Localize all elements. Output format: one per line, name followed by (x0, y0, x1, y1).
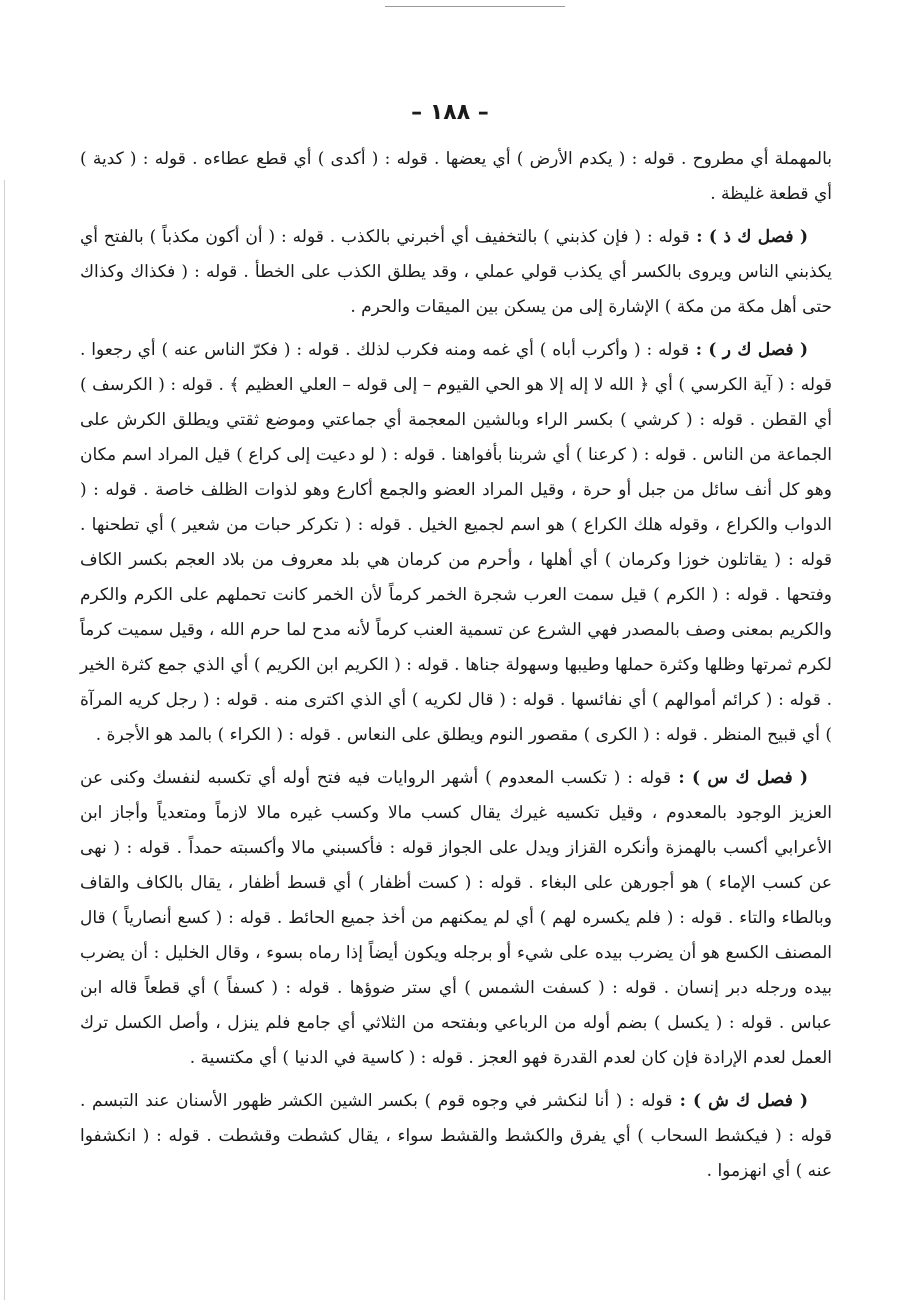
top-rule (385, 6, 565, 7)
paragraph-kaf-dhal (80, 220, 832, 325)
page-number: – ١٨٨ – (411, 100, 489, 125)
section-heading: ( فصل ك ذ ) : (689, 227, 808, 247)
paragraph-text: قوله : ( وأكرب أباه ) أي غمه ومنه فكرب لذلك . قوله : ( فكرّ الناس عنه ) أي رجعوا . قوله : ( آية الكرسي ) أي ﴿ الله لا إله إلا هو الحي القيوم – إلى قوله – العلي العظيم ﴾ . قوله : ( الكرسف ) أي القطن . قوله : ( كرشي ) بكسر الراء وبالشين المعجمة أي جماعتي وموضع ثقتي ويطلق الكرش على الجماعة من الناس . قوله : ( كرعنا ) أي شربنا بأفواهنا . قوله : ( لو دعيت إلى كراع ) قيل المراد اسم مكان وهو كل أنف سائل من جبل أو حرة ، وقيل المراد العضو والجمع أكارع وهو لذوات الظلف خاصة . قوله : ( الدواب والكراع ، وقوله هلك الكراع ) هو اسم لجميع الخيل . قوله : ( تكركر حبات من شعير ) أي تطحنها . قوله : ( يقاتلون خوزا وكرمان ) أي أهلها ، وأحرم من كرمان هي بلد معروف من بلاد العجم بكسر الكاف وفتحها . قوله : ( الكرم ) قيل سمت العرب شجرة الخمر كرماً لأن الخمر كانت تحملهم على الكرم والكرم والكريم بمعنى وصف بالمصدر فهي الشرع عن تسمية العنب كرماً لأنه مدح لما حرم الله ، وقيل سميت كرماً لكرم ثمرتها وظلها وكثرة حملها وطيبها وسهولة جناها . قوله : ( الكريم ابن الكريم ) أي الذي جمع كثرة الخير . قوله : ( كرائم أموالهم ) أي نفائسها . قوله : ( قال لكريه ) أي الذي اكترى منه . قوله : ( رجل كريه المرآة ) أي قبيح المنظر . قوله : ( الكرى ) مقصور النوم ويطلق على النعاس . قوله : ( الكراء ) بالمد هو الأجرة . (80, 340, 832, 745)
paragraph-text: قوله : ( فإن كذبني ) بالتخفيف أي أخبرني بالكذب . قوله : ( أن أكون مكذباً ) بالفتح أي يكذبني الناس ويروى بالكسر أي يكذب قولي عملي ، وقد يطلق الكذب على الخطأ . قوله : ( فكذاك وكذاك حتى أهل مكة من مكة ) الإشارة إلى من يسكن بين الميقات والحرم . (80, 227, 832, 317)
paragraph-kaf-sin (80, 761, 832, 1076)
section-heading: ( فصل ك ش ) : (672, 1091, 808, 1111)
paragraph-text: قوله : ( أنا لنكشر في وجوه قوم ) بكسر الشين الكشر ظهور الأسنان عند التبسم . قوله : ( فيكشط السحاب ) أي يفرق والكشط والقشط سواء ، يقال كشطت وقشطت . قوله : ( انكشفوا عنه ) أي انهزموا . (80, 1091, 832, 1181)
section-heading: ( فصل ك ر ) : (689, 340, 808, 360)
paragraph-kaf-ra (80, 333, 832, 753)
section-heading: ( فصل ك س ) : (671, 768, 808, 788)
body-text (80, 142, 832, 1197)
scan-edge-line (4, 180, 5, 1300)
paragraph-1 (80, 142, 832, 212)
paragraph-text: بالمهملة أي مطروح . قوله : ( يكدم الأرض ) أي يعضها . قوله : ( أكدى ) أي قطع عطاءه . قوله : ( كدية ) أي قطعة غليظة . (80, 149, 832, 204)
paragraph-text: قوله : ( تكسب المعدوم ) أشهر الروايات فيه فتح أوله أي تكسبه لنفسك وكنى عن العزيز الوجود بالمعدوم ، وقيل تكسيه غيرك يقال كسب مالا وكسب غيره مالا لازماً ومتعدياً وأجاز ابن الأعرابي أكسب بالهمزة وأنكره القزاز ويدل على الجواز قوله : فأكسبني مالا وأكسبته حمداً . قوله : ( نهى عن كسب الإماء ) هو أجورهن على البغاء . قوله : ( كست أظفار ) أي قسط أظفار ، يقال بالكاف والقاف وبالطاء والتاء . قوله : ( فلم يكسره لهم ) أي لم يمكنهم من أخذ جميع الحائط . قوله : ( كسع أنصارياً ) قال المصنف الكسع هو أن يضرب بيده على شيء أو برجله ويكون أيضاً إذا رماه بسوء ، وقال الخليل : أن يضرب بيده ورجله دبر إنسان . قوله : ( كسفت الشمس ) أي ستر ضوؤها . قوله : ( كسفاً ) أي قطعاً قاله ابن عباس . قوله : ( يكسل ) بضم أوله من الرباعي وبفتحه من الثلاثي أي جامع فلم ينزل ، وأصل الكسل ترك العمل لعدم الإرادة فإن كان لعدم القدرة فهو العجز . قوله : ( كاسية في الدنيا ) أي مكتسية . (80, 768, 832, 1068)
paragraph-kaf-shin (80, 1084, 832, 1189)
